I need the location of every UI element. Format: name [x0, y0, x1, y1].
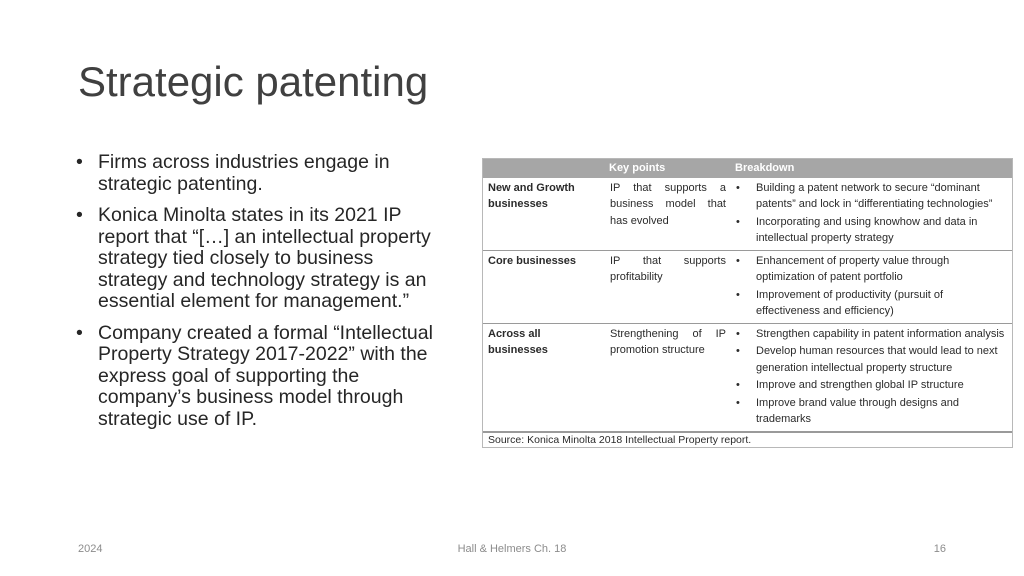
table-source: Source: Konica Minolta 2018 Intellectual Property report.: [483, 432, 1012, 447]
key-point-cell: IP that supports profitability: [605, 250, 731, 323]
footer-citation: Hall & Helmers Ch. 18: [457, 543, 567, 555]
segment-cell: [483, 250, 605, 323]
key-point-cell: Strengthening of IP promotion structure: [605, 323, 731, 431]
table-row: [483, 250, 1012, 323]
breakdown-item: • Building a patent network to secure “dominant patents” and lock in “differentiating technologies”: [736, 181, 993, 210]
breakdown-item: • Improve and strengthen global IP structure: [736, 377, 1007, 394]
bullet-icon: •: [76, 204, 83, 226]
bullet-icon: •: [736, 396, 740, 409]
table-row: [483, 323, 1012, 431]
bullet-icon: •: [736, 254, 740, 267]
table-header-breakdown: Breakdown: [731, 159, 1012, 178]
segment-cell: [483, 323, 605, 431]
key-point-cell: IP that supports a business model that has evolved: [605, 178, 731, 251]
breakdown-item: • Improve brand value through designs and trademarks: [736, 396, 960, 425]
bullet-icon: •: [736, 215, 740, 228]
bullet-icon: •: [736, 345, 740, 357]
bullet-text: Firms across industries engage in strategic patenting.: [98, 151, 390, 195]
segment-cell: [483, 178, 605, 251]
breakdown-item: • Strengthen capability in patent information analysis: [736, 326, 1007, 343]
breakdown-cell: [731, 323, 1012, 431]
breakdown-cell: [731, 250, 1012, 323]
segment-label-2: businesses: [488, 198, 548, 210]
bullet-icon: •: [736, 379, 740, 391]
bullet-item: [76, 152, 448, 195]
breakdown-cell: [731, 178, 1012, 251]
strategy-table: [482, 158, 1013, 448]
slide-title: Strategic patenting: [78, 58, 429, 105]
breakdown-item: • Improvement of productivity (pursuit of effectiveness and efficiency): [736, 288, 944, 317]
table-header-key-points: Key points: [605, 159, 731, 178]
segment-label: New and Growth: [488, 181, 575, 194]
bullet-text: Konica Minolta states in its 2021 IP report that “[…] an intellectual property strategy tied closely to business strategy and technology strategy is an essential element for management.”: [98, 204, 431, 312]
table-row: [483, 178, 1012, 251]
breakdown-item: • Enhancement of property value through optimization of patent portfolio: [736, 254, 950, 283]
bullet-icon: •: [736, 327, 740, 340]
bullet-item: [76, 205, 448, 313]
segment-label-2: businesses: [488, 344, 548, 356]
breakdown-item: • Develop human resources that would lead to next generation intellectual property structure: [736, 345, 998, 374]
footer-date: 2024: [78, 543, 103, 555]
footer-page-number: 16: [933, 543, 946, 555]
bullet-text: Company created a formal “Intellectual Property Strategy 2017-2022” with the express goal of supporting the company’s business model through strategic use of IP.: [98, 321, 433, 430]
bullet-item: [76, 323, 448, 431]
breakdown-item: • Incorporating and using knowhow and data in intellectual property strategy: [736, 215, 978, 244]
bullet-icon: •: [736, 181, 740, 194]
segment-label: Core businesses: [488, 254, 577, 267]
bullet-icon: •: [736, 288, 740, 301]
segment-label: Across all: [488, 327, 541, 340]
bullet-list: [76, 152, 448, 440]
table-header-segment: [483, 159, 605, 178]
bullet-icon: •: [76, 151, 83, 173]
bullet-icon: •: [76, 321, 83, 344]
